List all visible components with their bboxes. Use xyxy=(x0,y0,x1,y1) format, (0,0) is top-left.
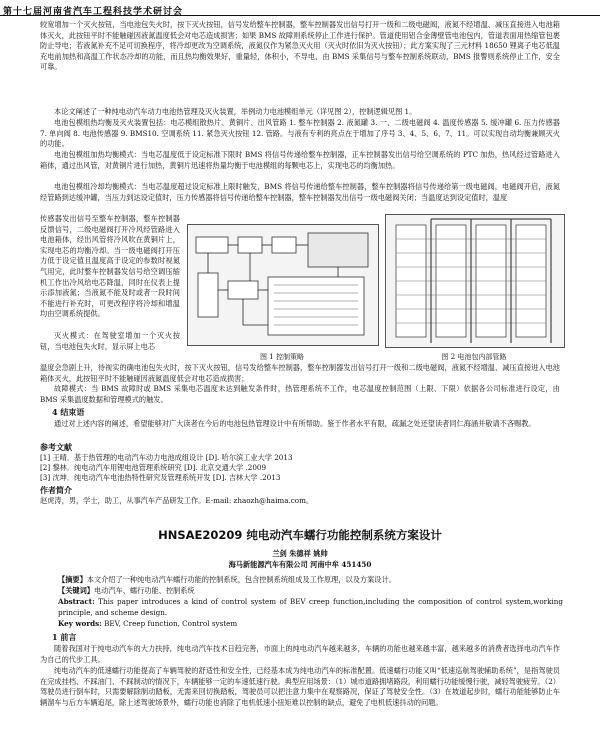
running-header xyxy=(0,0,600,20)
header-title: 第十七届河南省汽车工程科技学术研讨会 xyxy=(3,7,184,17)
intro-paragraph-1: 随着我国对于纯电动汽车的大力扶持，纯电动汽车技术日趋完善，市面上的纯电动汽车越来越多，车辆的功能也越来越丰富，越来越多的消费者选择电动汽车作为自己的代步工具。 xyxy=(40,644,560,664)
left-column-text: 传感器发出信号至整车控制器，整车控制器反馈信号，二级电磁阀打开冷风经管路进入电池箱体，经出风管将冷风吹在黄铜片上，实现电芯的均衡冷却。当一级电磁阀打开压力低于设定值且温度高于设定的参数时视氮气用完，此时整车控制器发信号给空调压缩机工作出冷风给电芯降温，同时在仪表上提示添加液氮；当液氮不能及时或者一段时间不能进行补充时，可更改程序将冷却和增温均由空调系统提供。 xyxy=(40,214,180,319)
heating-mode-paragraph: 电池包模组加热均衡模式：当电芯温度低于设定标准下限时 BMS 将信号传递给整车控制器，正车控制器发出信号给空调系统的 PTC 加热，热风经过管路进入箱体，通过出风管，对黄铜片进行加热，黄铜片迅速将热量均衡于电池模组的每颗电芯上，实现电芯的均衡加热。 xyxy=(40,150,560,170)
control-diagram-svg xyxy=(188,225,378,345)
reference-item: [2] 黎林．纯电动汽车用锂电池管理系统研究 [D]. 北京交通大学 .2009 xyxy=(40,463,267,472)
figure-legend: 电池包模组热均衡及灭火装置包括：电芯模组散热片、黄铜片、出风管路 1. 整车控制器 2. 液氮罐 3. 一、二级电磁阀 4. 温度传感器 5. 缓冲罐 6. 压力传感器 7. 单向阀 8. 电池传感器 9. BMS10. 空调系统 11. 紧急灭火按钮 12. 管路。与液有专利的亮点在于增加了序号 3、4、5、6、7、11。可以实现自动均衡兼顾灭火的功能。 xyxy=(40,118,560,149)
figure-intro: 本论文阐述了一种纯电动汽车动力电池热管理及灭火装置，举例动力电池模组单元（详见图 2），控制逻辑见图 1。 xyxy=(54,107,417,116)
keywords-en-text: BEV, Creep function, Control system xyxy=(104,619,238,628)
abstract-cn-text: 本文介绍了一种纯电动汽车蠕行功能的控制系统，包含控制系统组成及工作原理，以及方案设计。 xyxy=(86,575,396,584)
fire-mode-continued: 温度会急剧上升，待视实的确电池包失火时，按下灭火按钮，信号发给整车控制器，整车控制器发出信号打开一级和二级电磁阀，液氮不经增温、减压直接进入电池箱体灭火，此按钮平时不能触碰因液氮温度低会对电芯造成损害； xyxy=(40,363,560,383)
figure-1-control-diagram xyxy=(187,224,379,346)
abstract-en xyxy=(58,597,563,618)
abstract-cn xyxy=(58,575,563,586)
figure-1-caption: 图 1 控制策略 xyxy=(260,353,304,361)
author-info: 赵虎涛，男，学士，助工，从事汽车产品研发工作。E-mail: zhaozh@haima.com。 xyxy=(40,496,314,505)
pack-piping-svg xyxy=(386,215,564,347)
intro-paragraph: 较宽增加一个灭火按钮，当电池包失火时，按下灭火按钮，信号发给整车控制器，整车控制器发出信号打开一级和二级电磁阀，液氮不经增温、减压直接进入电池箱体灭火，此按钮平时不能触碰因液氮温度低会对电芯造成损害；如果 BMS 故障则系统停止工作进行保护。管道使用铝合金薄壁管电池包内，管道表面用热缩管包裹防止导电；若液氮补充不足可切换程序，将冷却更改为空调系统，液氮仅作为紧急灭火用（灭火时依旧为灭火按钮）；此方案实现了三元材料 18650 锂离子电芯低温充电前加热和高温工作状态冷却的功能，而且热均衡效果好，重量轻，体积小，不导电，由 BMS 采集信号与整车控制系统联动，BMS 报警则系统停止工作，安全可靠。 xyxy=(40,20,560,72)
abstract-en-label: Abstract: xyxy=(58,597,95,606)
cooling-mode-paragraph: 电池包模组冷却均衡模式：当电芯温度超过设定标准上限时触发，BMS 将信号传递给整车控制器，整车控制器将信号传递给第一级电磁阀，电磁阀开启，液氮经管路到达缓冲罐，当压力到达设定值时，压力传感器将信号传递给整车控制器，整车控制器发出信号一级电磁阀关闭；当温度达到设定值时，温度 xyxy=(40,182,560,202)
intro-paragraph-2: 纯电动汽车的低速蠕行功能提高了车辆驾驶的舒适性和安全性，已经基本成为纯电动汽车的标准配置。低速蠕行功能又叫“低速巡航驾驶辅助系统”，是指驾驶员在完成挂档、不踩油门、不踩制动的情况下，车辆能够一定的车速低速行驶。典型应用场景：（1）城市道路拥堵路段，利用蠕行功能缓慢行驶，减轻驾驶疲劳。（2）驾驶员进行倒车时，只需要解除制动踏板，无需来回切换踏板，驾驶员可以把注意力集中在观察路况，保证了驾驶安全性。（3）在坡道起步时，蠕行功能能够防止车辆溜车与后方车辆追尾，除上述驾驶场景外，蠕行功能也消除了电机低速小扭矩难以控制的缺点，避免了电机低速抖动的问题。 xyxy=(40,666,560,707)
keywords-cn-label: 【关键词】 xyxy=(58,586,94,595)
article-authors: 兰剑 朱德祥 姚帅 xyxy=(272,549,328,558)
reference-item: [1] 王晴．基于热管理的电动汽车动力电池成组设计 [D]. 哈尔滨工业大学 2013 xyxy=(40,453,293,462)
keywords-en xyxy=(58,619,563,630)
article-affiliation: 海马新能源汽车有限公司 河南中牟 451450 xyxy=(228,560,372,569)
conclusion-paragraph: 通过对上述内容的阐述，希望能够对广大读者在今后的电池包热管理设计中有所帮助。鉴于作者水平有限，疏漏之处还望读者同仁海涵并敬请不吝赐教。 xyxy=(54,419,536,428)
reference-item: [3] 沈坤．纯电动汽车电池热特性研究及管理系统开发 [D]. 吉林大学 .2013 xyxy=(40,473,281,482)
abstract-en-text: This paper introduces a kind of control system of BEV creep function,including the composition of control system,working principle, and scheme design. xyxy=(58,597,563,617)
figure-2-caption: 图 2 电池包内部管路 xyxy=(441,353,507,361)
figure-2-pack-piping xyxy=(385,214,565,348)
author-info-heading: 作者简介 xyxy=(40,485,72,495)
section-1-heading: 1 前言 xyxy=(52,632,77,642)
section-4-heading: 4 结束语 xyxy=(52,407,85,417)
keywords-cn-text: 电动汽车、蠕行功能、控制系统 xyxy=(93,586,195,595)
fire-mode-paragraph: 灭火模式：在驾驶室增加一个灭火按钮，当电池包失火时，显示屏上电芯 xyxy=(40,331,180,351)
header-rule xyxy=(0,15,600,16)
abstract-cn-label: 【摘要】 xyxy=(58,575,87,584)
article-title: HNSAE20209 纯电动汽车蠕行功能控制系统方案设计 xyxy=(158,528,442,542)
keywords-en-label: Key words: xyxy=(58,619,102,628)
references-heading: 参考文献 xyxy=(40,442,72,452)
fault-mode-paragraph: 故障模式：当 BMS 故障时或 BMS 采集电芯温度未达到触发条件时，热管理系统不工作，电芯温度控制范围（上限、下限）依据各公司标准进行设定，由 BMS 采集温度数据和管理模式的触发。 xyxy=(40,384,560,404)
keywords-cn xyxy=(58,586,563,597)
